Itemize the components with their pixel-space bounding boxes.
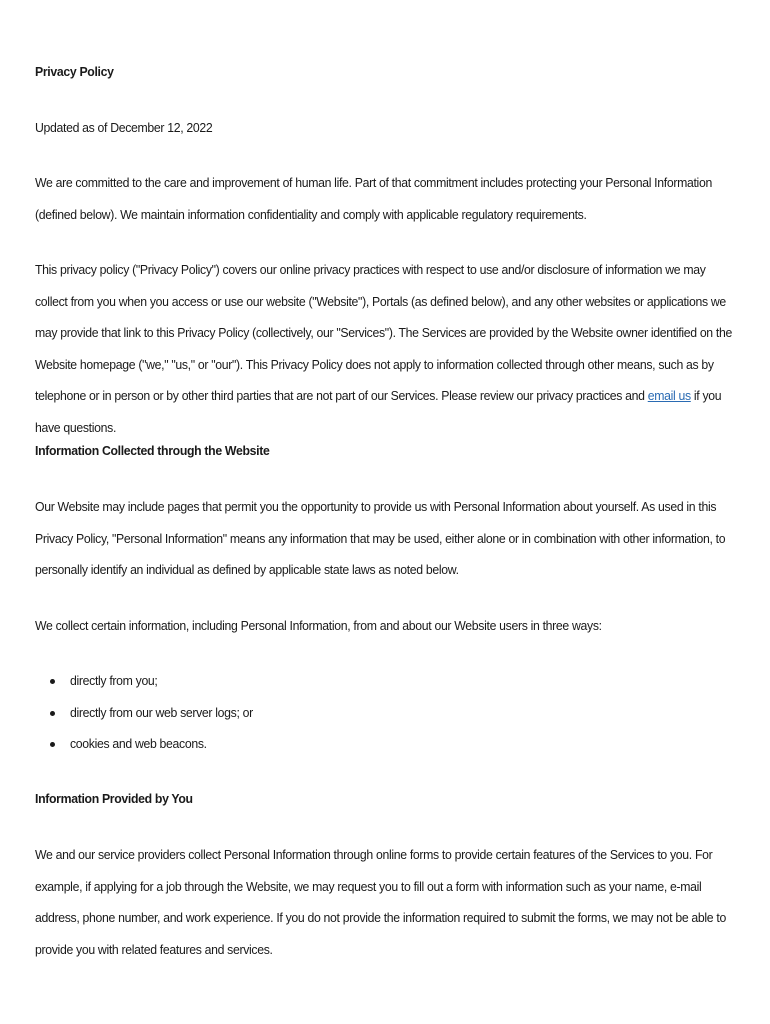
bullet-icon <box>50 742 55 747</box>
collection-methods-list <box>35 665 267 760</box>
updated-date: Updated as of December 12, 2022 <box>35 120 213 135</box>
list-item-text: directly from our web server logs; or <box>70 704 253 720</box>
intro-paragraph: We are committed to the care and improvement of human life. Part of that commitment includes protecting your Personal Information (defined below). We maintain information confidentiality and comply with applicable regulatory requirements. <box>35 175 712 222</box>
list-item <box>35 697 267 729</box>
section-heading-website: Information Collected through the Website <box>35 443 270 458</box>
list-item <box>35 665 267 697</box>
email-us-link[interactable]: email us <box>647 388 691 403</box>
policy-scope-paragraph <box>35 254 733 443</box>
page-title: Privacy Policy <box>35 64 114 79</box>
list-item-text: cookies and web beacons. <box>70 736 207 751</box>
bullet-icon <box>50 679 55 684</box>
website-info-paragraph: Our Website may include pages that permit you the opportunity to provide us with Personal Information about yourself. As used in this Privacy Policy, "Personal Information" means any information that may be used, either alone or in combination with other information, to personally identify an individual as defined by applicable state laws as noted below. <box>35 499 726 577</box>
section-heading-provided: Information Provided by You <box>35 791 193 806</box>
policy-scope-text: This privacy policy ("Privacy Policy") covers our online privacy practices with respect to use and/or disclosure of information we may collect from you when you access or use our website ("Website"), Portals (as defined below), and any other websites or applications we may provide that link to this Privacy Policy (collectively, our "Services"). The Services are provided by the Website owner identified on the Website homepage ("we," "us," or "our"). This Privacy Policy does not apply to information collected through other means, such as by telephone or in person or by other third parties that are not part of our Services. Please review our privacy practices and <box>35 262 732 403</box>
bullet-icon <box>50 711 55 716</box>
provided-info-paragraph: We and our service providers collect Personal Information through online forms to provide certain features of the Services to you. For example, if applying for a job through the Website, we may request you to fill out a form with information such as your name, e-mail address, phone number, and work experience. If you do not provide the information required to submit the forms, we may not be able to provide you with related features and services. <box>35 847 726 957</box>
list-item <box>35 728 267 760</box>
list-item-text: directly from you; <box>70 673 158 688</box>
policy-scope-text-end: if you have questions. <box>35 388 722 435</box>
collection-intro-paragraph: We collect certain information, including Personal Information, from and about our Website users in three ways: <box>35 618 602 633</box>
